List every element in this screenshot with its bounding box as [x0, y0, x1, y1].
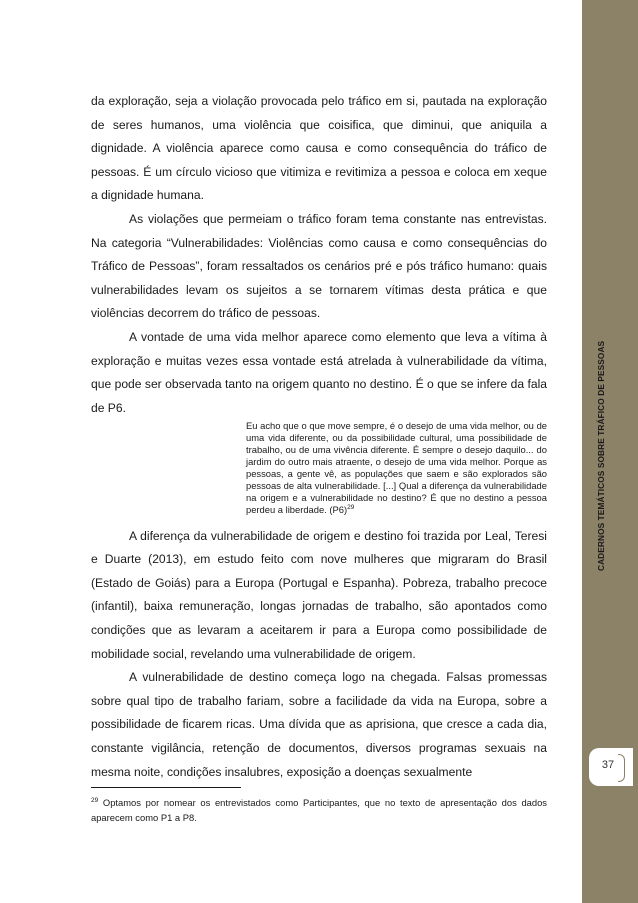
paragraph-2: As violações que permeiam o tráfico foram tema constante nas entrevistas. Na categoria “Vulnerabilidades: Violências como causa e como consequências do Tráfico de Pessoas”, foram ressaltados os cenários pré e pós tráfico humano: quais vulnerabilidades levam os sujeitos a se tornarem vítimas desta prática e que violências decorrem do tráfico de pessoas. [91, 211, 547, 321]
paragraph-5: A vulnerabilidade de destino começa logo na chegada. Falsas promessas sobre qual tipo de trabalho fariam, sobre a facilidade da vida na Europa, sobre a possibilidade de ficarem ricas. Uma dívida que as aprisiona, que cresce a cada dia, constante vigilância, retenção de documentos, diversos programas sexuais na mesma noite, condições insalubres, exposição a doenças sexualmente [91, 670, 547, 779]
quote-text: Eu acho que o que move sempre, é o desejo de uma vida melhor, ou de uma vida diferente, ou da possibilidade cultural, uma possibilidade de trabalho, ou de uma vivência diferente. É sempre o desejo daquilo... do jardim do outro mais atraente, o desejo de uma vida melhor. Porque as pessoas, a gente vê, as populações que saem e são explorados são pessoas de alta vulnerabilidade. [...] Qual a diferença da vulnerabilidade na origem e a vulnerabilidade no destino? É que no destino a pessoa perdeu a liberdade. (P6) [246, 420, 547, 515]
footnote [91, 795, 547, 826]
footnote-marker: 29 [91, 796, 99, 804]
footnote-text: Optamos por nomear os entrevistados como Participantes, que no texto de apresentação dos dados aparecem como P1 a P8. [91, 797, 547, 824]
page-number: 37 [601, 759, 615, 771]
paragraph-1: da exploração, seja a violação provocada pelo tráfico em si, pautada na exploração de seres humanos, uma violência que coisifica, que diminui, que aniquila a dignidade. A violência aparece como causa e como consequência do tráfico de pessoas. É um círculo vicioso que vitimiza e revitimiza a pessoa e coloca em xeque a dignidade humana. [91, 94, 547, 203]
footnote-rule [91, 787, 241, 788]
body-text [91, 90, 547, 784]
footnote-ref: 29 [347, 503, 355, 511]
paragraph-3: A vontade de uma vida melhor aparece como elemento que leva a vítima à exploração e muitas vezes essa vontade está atrelada à vulnerabilidade da vítima, que pode ser observada tanto na origem quanto no destino. É o que se infere da fala de P6. [91, 329, 547, 415]
paragraph-4: A diferença da vulnerabilidade de origem e destino foi trazida por Leal, Teresi e Duarte (2013), em estudo feito com nove mulheres que migraram do Brasil (Estado de Goiás) para a Europa (Portugal e Espanha). Pobreza, trabalho precoce (infantil), baixa remuneração, longas jornadas de trabalho, são apontados como condições que as levaram a aceitarem ir para a Europa como possibilidade de mobilidade social, revelando uma vulnerabilidade de origem. [91, 528, 547, 661]
block-quote [246, 420, 547, 515]
page-bracket-icon [618, 754, 625, 782]
series-title: CADERNOS TEMÁTICOS SOBRE TRÁFICO DE PESSOAS [596, 340, 606, 572]
page-number-box [589, 748, 633, 786]
